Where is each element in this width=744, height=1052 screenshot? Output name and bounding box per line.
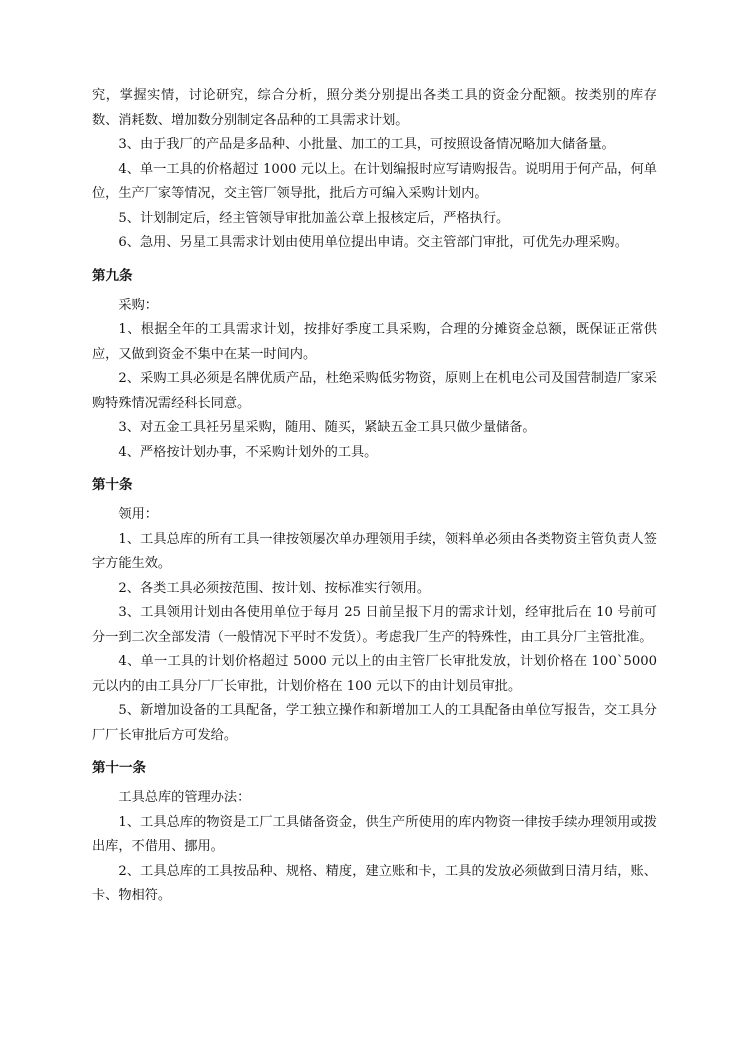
article-10-paragraph: 领用： [118, 507, 158, 522]
article-9-paragraph: 4、严格按计划办事，不采购计划外的工具。 [118, 444, 378, 460]
section-article-9 [92, 264, 657, 466]
article-10-paragraph: 2、各类工具必须按范围、按计划、按标准实行领用。 [118, 580, 431, 596]
section-article-11 [92, 756, 657, 909]
article-10-paragraph: 4、单一工具的计划价格超过 5000 元以上的由主管厂长审批发放，计划价格在 100`5000 元以内的由工具分厂厂长审批，计划价格在 100 元以下的由计划员审批。 [92, 654, 657, 694]
article-9-paragraph: 采购： [118, 297, 158, 313]
intro-paragraph-3: 3、由于我厂的产品是多品种、小批量、加工的工具，可按照设备情况略加大储备量。 [118, 137, 615, 152]
intro-paragraph-6: 6、急用、另星工具需求计划由使用单位提出申请。交主管部门审批，可优先办理采购。 [118, 235, 628, 250]
article-9-paragraph: 2、采购工具必须是名牌优质产品，杜绝采购低劣物资，原则上在机电公司及国营制造厂家采购特殊情况需经科长同意。 [92, 371, 657, 411]
article-11-heading: 第十一条 [92, 760, 146, 776]
section-article-10 [92, 473, 657, 748]
article-10-paragraph: 3、工具领用计划由各使用单位于每月 25 日前呈报下月的需求计划，经审批后在 10 号前可分一到二次全部发清（一般情况下平时不发货）。考虑我厂生产的特殊性，由工具分厂主管批准。 [92, 605, 657, 645]
article-9-heading: 第九条 [92, 267, 133, 284]
article-9-paragraph: 1、根据全年的工具需求计划，按排好季度工具采购，合理的分摊资金总额，既保证正常供应，又做到资金不集中在某一时间内。 [92, 322, 657, 362]
article-9-paragraph: 3、对五金工具衽另星采购，随用、随买，紧缺五金工具只做少量储备。 [118, 420, 536, 435]
intro-paragraph-continued: 究，掌握实情，讨论研究，综合分析，照分类分别提出各类工具的资金分配额。按类别的库存数、消耗数、增加数分别制定各品种的工具需求计划。 [92, 88, 657, 128]
intro-section [92, 84, 657, 256]
article-11-paragraph: 工具总库的管理办法： [118, 790, 251, 805]
article-11-paragraph: 1、工具总库的物资是工厂工具储备资金，供生产所使用的库内物资一律按手续办理领用或拨出库，不借用、挪用。 [92, 814, 657, 854]
article-10-paragraph: 1、工具总库的所有工具一律按领屡次单办理领用手续，领料单必须由各类物资主管负责人签字方能生效。 [92, 531, 657, 571]
intro-paragraph-5: 5、计划制定后，经主管领导审批加盖公章上报核定后，严格执行。 [118, 210, 510, 226]
article-10-paragraph: 5、新增加设备的工具配备，学工独立操作和新增加工人的工具配备由单位写报告，交工具分厂厂长审批后方可发给。 [92, 703, 657, 743]
intro-paragraph-4: 4、单一工具的价格超过 1000 元以上。在计划编报时应写请购报告。说明用于何产品，何单位，生产厂家等情况，交主管厂领导批，批后方可编入采购计划内。 [92, 161, 657, 201]
article-11-paragraph: 2、工具总库的工具按品种、规格、精度，建立账和卡，工具的发放必须做到日清月结，账、卡、物相符。 [92, 863, 657, 903]
document-page [92, 84, 657, 909]
article-10-heading: 第十条 [92, 477, 133, 493]
